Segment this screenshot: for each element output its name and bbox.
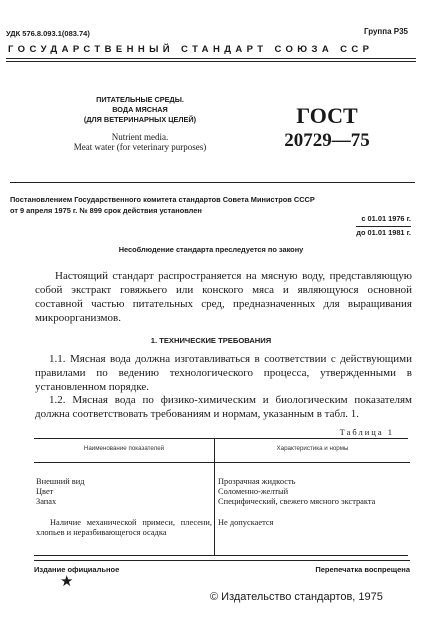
copyright: © Издательство стандартов, 1975 <box>210 591 383 603</box>
clause-1-1: 1.1. Мясная вода должна изготавливаться в соответствии с действующими правилами по ведению технологического процесса, утвержденными в установленном порядке. <box>35 353 412 393</box>
title-ru-line-3: (ДЛЯ ВЕТЕРИНАРНЫХ ЦЕЛЕЙ) <box>83 115 197 124</box>
group-code: Группа Р35 <box>363 27 408 36</box>
table-header-rule <box>34 462 410 463</box>
table-row-value: Прозрачная жидкость <box>218 477 296 486</box>
requirements-table <box>34 438 410 556</box>
table-row-name: Цвет <box>36 487 54 496</box>
table-header-value: Характеристика и нормы <box>276 445 349 452</box>
decree-line-2: от 9 апреля 1975 г. № 899 срок действия установлен <box>10 206 202 215</box>
intro-paragraph: Настоящий стандарт распространяется на мясную воду, представляющую собой экстракт говяжьего или конского мяса и являющуюся основной составной частью питательных сред, предназначенных для выращивания микроорганизмов. <box>35 270 412 324</box>
table-row-value: Специфический, свежего мясного экстракта <box>218 497 376 506</box>
star-icon: ★ <box>60 574 74 590</box>
table-row-name: Запах <box>36 497 57 506</box>
table-header-name: Наименование показателей <box>83 445 165 452</box>
title-en-line-2: Meat water (for veterinary purposes) <box>73 142 207 152</box>
state-standard-title: ГОСУДАРСТВЕННЫЙ СТАНДАРТ СОЮЗА ССР <box>8 44 374 55</box>
top-rule-thin <box>6 61 416 62</box>
table-row-name: Наличие механической примеси, плесени, хлопьев и неразбивающегося осадка <box>36 518 212 537</box>
table-row-name: Внешний вид <box>36 477 85 486</box>
section-heading: 1. ТЕХНИЧЕСКИЕ ТРЕБОВАНИЯ <box>150 336 272 345</box>
table-row-value: Не допускается <box>218 518 274 527</box>
official-edition-label: Издание официальное <box>34 565 120 574</box>
table-row-value: Соломенно-желтый <box>218 487 289 496</box>
gost-number: 20729—75 <box>284 130 370 151</box>
decree-text <box>10 194 420 216</box>
gost-word: ГОСТ <box>296 103 358 128</box>
reprint-notice: Перепечатка воспрещена <box>315 565 410 574</box>
decree-line-1: Постановлением Государственного комитета стандартов Совета Министров СССР <box>10 195 315 204</box>
title-en-line-1: Nutrient media. <box>111 132 169 142</box>
title-ru <box>40 95 240 125</box>
title-ru-line-2: ВОДА МЯСНАЯ <box>112 105 168 114</box>
validity-to: до 01.01 1981 г. <box>356 228 411 237</box>
table-label: Таблица 1 <box>339 427 394 437</box>
footer-rule <box>34 560 410 561</box>
legal-notice: Несоблюдение стандарта преследуется по закону <box>118 245 304 254</box>
title-en <box>40 132 240 152</box>
validity-from: с 01.01 1976 г. <box>361 214 411 223</box>
title-ru-line-1: ПИТАТЕЛЬНЫЕ СРЕДЫ. <box>96 95 184 104</box>
header-divider <box>10 182 415 183</box>
table-column-divider <box>214 438 215 556</box>
udk-code: УДК 576.8.093.1(083.74) <box>6 29 90 38</box>
top-rule-thick <box>6 58 416 59</box>
clause-1-2: 1.2. Мясная вода по физико-химическим и биологическим показателям должна соответствовать требованиям и нормам, указанным в табл. 1. <box>35 394 412 420</box>
